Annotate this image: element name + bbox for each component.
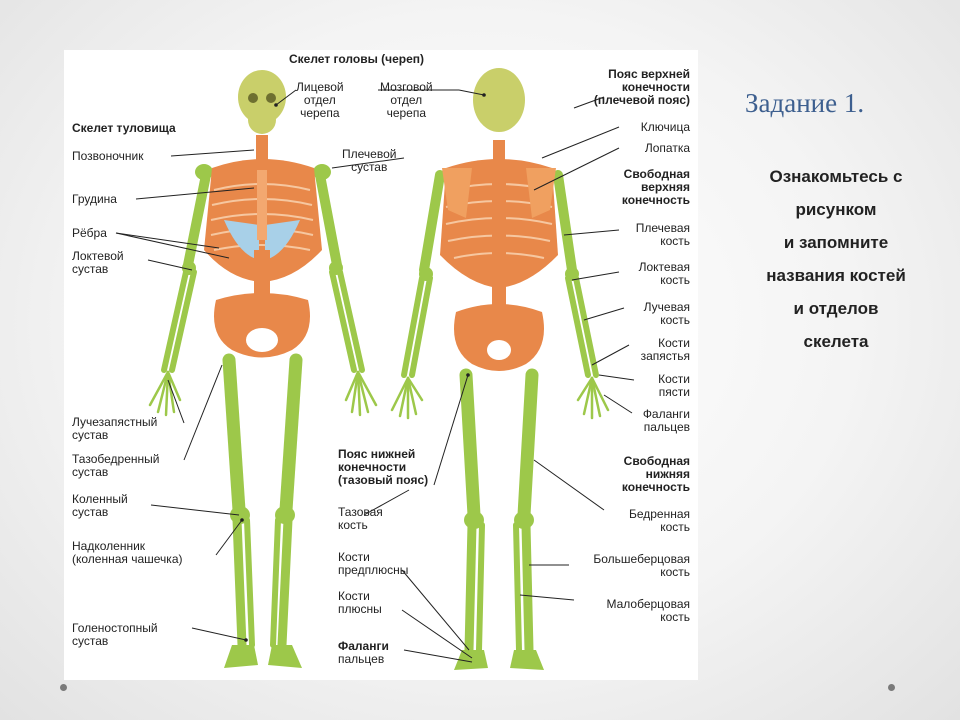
task-line: и запомните xyxy=(783,233,889,252)
label-scapula: Лопатка xyxy=(644,141,690,155)
label-cranial-part: Мозговой отдел черепа xyxy=(380,80,433,120)
label-knee-joint: Коленный сустав xyxy=(72,492,128,519)
label-finger-phalanges: Фаланги пальцев xyxy=(642,407,690,434)
label-facial-part: Лицевой отдел черепа xyxy=(296,80,344,120)
label-ulna: Локтевая кость xyxy=(638,260,690,287)
label-free-upper-limb: Свободная верхняя конечность xyxy=(621,167,690,207)
label-sternum: Грудина xyxy=(72,192,117,206)
task-line: скелета xyxy=(803,332,869,351)
label-pelvic-bone: Тазовая кость xyxy=(338,505,383,532)
label-carpus: Кости запястья xyxy=(640,336,690,363)
task-instructions xyxy=(728,160,944,358)
label-fibula: Малоберцовая кость xyxy=(606,597,690,624)
label-clavicle: Ключица xyxy=(640,120,690,134)
label-spine: Позвоночник xyxy=(72,149,144,163)
label-elbow-joint: Локтевой сустав xyxy=(72,249,124,276)
label-metacarpus: Кости пясти xyxy=(658,372,690,399)
label-tibia: Большеберцовая кость xyxy=(593,552,690,579)
label-skull-section: Скелет головы (череп) xyxy=(289,52,425,66)
label-ankle-joint: Голеностопный сустав xyxy=(72,621,158,648)
label-toe-phalanges: Фаланги пальцев xyxy=(338,639,389,666)
label-wrist-joint: Лучезапястный сустав xyxy=(72,415,158,442)
task-line: рисунком xyxy=(795,200,877,219)
label-patella: Надколенник (коленная чашечка) xyxy=(72,539,183,566)
label-femur: Бедренная кость xyxy=(628,507,690,534)
label-ribs: Рёбра xyxy=(72,226,107,240)
task-line: и отделов xyxy=(793,299,879,318)
back-skeleton xyxy=(392,68,608,670)
label-lower-girdle: Пояс нижней конечности (тазовый пояс) xyxy=(338,447,429,487)
skeleton-diagram xyxy=(64,50,698,680)
task-title: Задание 1. xyxy=(745,88,865,118)
label-tarsus: Кости предплюсны xyxy=(338,550,409,577)
skeleton-drawing xyxy=(64,50,698,680)
label-radius: Лучевая кость xyxy=(643,300,690,327)
decorative-dot-left xyxy=(60,684,67,691)
decorative-dot-right xyxy=(888,684,895,691)
label-upper-girdle: Пояс верхней конечности (плечевой пояс) xyxy=(593,67,690,107)
label-humerus: Плечевая кость xyxy=(635,221,690,248)
task-line: названия костей xyxy=(766,266,906,285)
label-free-lower-limb: Свободная нижняя конечность xyxy=(621,454,690,494)
label-metatarsus: Кости плюсны xyxy=(338,589,382,616)
label-hip-joint: Тазобедренный сустав xyxy=(72,452,160,479)
label-shoulder-joint: Плечевой сустав xyxy=(342,147,397,174)
label-trunk-section: Скелет туловища xyxy=(72,121,176,135)
task-line: Ознакомьтесь с xyxy=(769,167,903,186)
